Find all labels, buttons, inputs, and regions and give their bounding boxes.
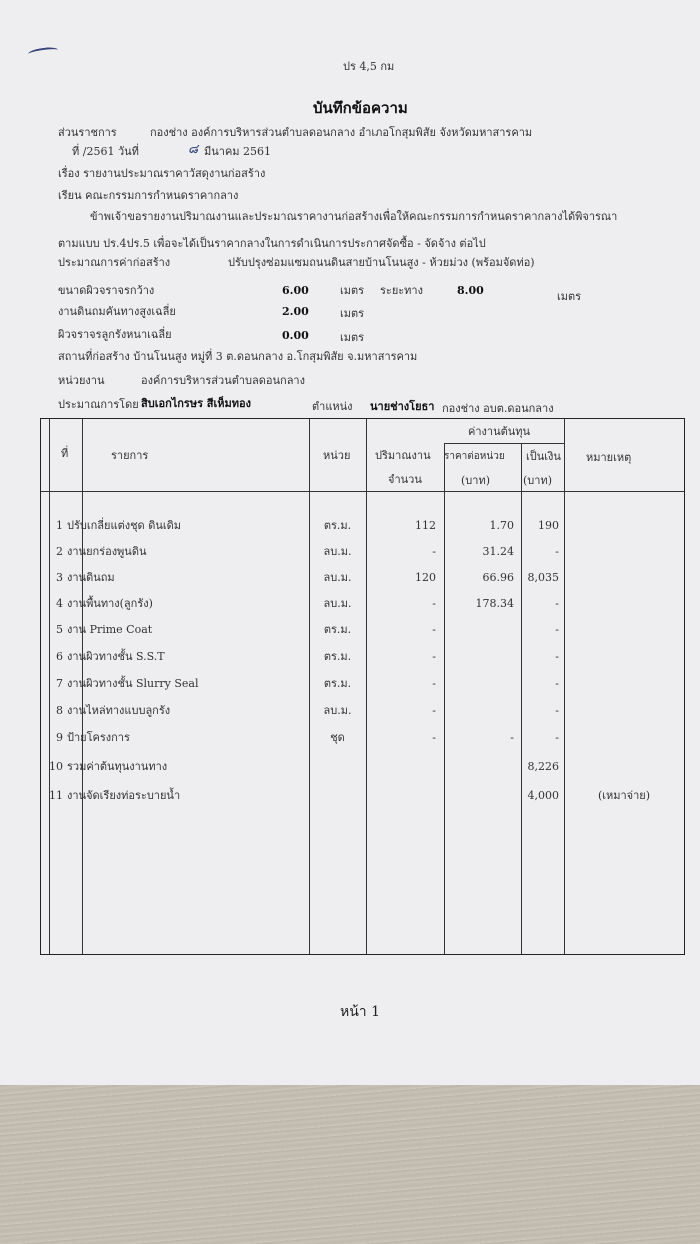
memo-title: บันทึกข้อความ	[313, 99, 408, 117]
cell-amount: -	[555, 704, 559, 717]
project-label: ประมาณการค่าก่อสร้าง	[58, 256, 171, 269]
project-value: ปรับปรุงซ่อมแซมถนนดินสายบ้านโนนสูง - ห้วยม่วง (พร้อมจัดท่อ)	[228, 256, 535, 269]
cell-qty: -	[432, 623, 436, 636]
cell-qty: -	[432, 677, 436, 690]
cell-price: 1.70	[489, 519, 514, 532]
agency-value: กองช่าง องค์การบริหารส่วนตำบลดอนกลาง อำเภอโกสุมพิสัย จังหวัดมหาสารคาม	[150, 126, 533, 139]
cell-qty: -	[432, 650, 436, 663]
header-unit-price-baht: (บาท)	[461, 474, 490, 487]
gravel-unit: เมตร	[340, 331, 365, 344]
gravel-label: ผิวจราจรลูกรังหนาเฉลี่ย	[58, 328, 172, 341]
fill-unit: เมตร	[340, 307, 365, 320]
date-rest: มีนาคม 2561	[204, 145, 272, 158]
estimator-dept: กองช่าง อบต.ดอนกลาง	[442, 402, 554, 415]
table-row	[41, 571, 686, 587]
cell-amount: 8,226	[527, 760, 559, 773]
cell-price: -	[510, 731, 514, 744]
cell-qty: -	[432, 545, 436, 558]
location: สถานที่ก่อสร้าง บ้านโนนสูง หมู่ที่ 3 ต.ดอนกลาง อ.โกสุมพิสัย จ.มหาสารคาม	[58, 350, 418, 363]
table-row	[41, 789, 686, 805]
cell-unit: ชุด	[330, 731, 345, 744]
cell-unit: ตร.ม.	[323, 623, 352, 636]
header-qty: ปริมาณงาน	[375, 449, 431, 462]
cell-item: งานพื้นทาง(ลูกรัง)	[67, 597, 153, 610]
cell-no: 1	[56, 519, 63, 532]
pen-mark	[28, 46, 59, 58]
header-unit-price: ราคาต่อหน่วย	[444, 451, 505, 462]
cell-amount: 4,000	[527, 789, 559, 802]
cell-no: 4	[56, 597, 63, 610]
distance-value: 8.00	[457, 284, 484, 297]
header-qty-count: จำนวน	[388, 473, 422, 486]
cell-no: 3	[56, 571, 63, 584]
cell-unit: ตร.ม.	[323, 650, 352, 663]
cell-unit: ลบ.ม.	[323, 545, 352, 558]
cost-table	[40, 418, 685, 955]
table-row	[41, 650, 686, 666]
unit-agency-label: หน่วยงาน	[58, 374, 105, 387]
estimator-name: สิบเอกไกรษร สีเห็มทอง	[141, 397, 252, 410]
body-line-1: ข้าพเจ้าขอรายงานปริมาณงานและประมาณราคางานก่อสร้างเพื่อให้คณะกรรมการกำหนดราคากลางได้พิจารณา	[90, 210, 618, 223]
cell-no: 8	[56, 704, 63, 717]
cell-item: ปรับเกลี่ยแต่งชุด ดินเดิม	[67, 519, 182, 532]
unit-agency-value: องค์การบริหารส่วนตำบลดอนกลาง	[141, 374, 305, 387]
cell-amount: -	[555, 677, 559, 690]
cell-item: งานไหล่ทางแบบลูกรัง	[67, 704, 171, 717]
addressee: เรียน คณะกรรมการกำหนดราคากลาง	[58, 189, 239, 202]
position-value: นายช่างโยธา	[370, 400, 435, 413]
width-label: ขนาดผิวจราจรกว้าง	[58, 284, 155, 297]
cell-qty: -	[432, 704, 436, 717]
table-row	[41, 597, 686, 613]
cell-item: งานผิวทางชั้น Slurry Seal	[67, 677, 199, 690]
cell-amount: -	[555, 545, 559, 558]
cell-item: รวมค่าต้นทุนงานทาง	[67, 760, 168, 773]
width-value: 6.00	[282, 284, 309, 297]
cell-unit: ลบ.ม.	[323, 704, 352, 717]
cell-item: งาน Prime Coat	[67, 623, 153, 636]
cell-remark: (เหมาจ่าย)	[597, 789, 651, 802]
cell-item: งานผิวทางชั้น S.S.T	[67, 650, 165, 663]
table-row	[41, 519, 686, 535]
cell-no: 5	[56, 623, 63, 636]
cell-unit: ตร.ม.	[323, 677, 352, 690]
cell-no: 7	[56, 677, 63, 690]
table-row	[41, 760, 686, 776]
estimator-label: ประมาณการโดย	[58, 398, 139, 411]
cell-amount: 8,035	[527, 571, 559, 584]
distance-unit: เมตร	[557, 290, 582, 303]
cell-item: งานดินถม	[67, 571, 115, 584]
table-row-line	[444, 443, 564, 444]
table-header-line	[41, 491, 684, 492]
cell-unit: ตร.ม.	[323, 519, 352, 532]
cell-no: 10	[49, 760, 63, 773]
ref-no: ที่ /2561 วันที่	[72, 145, 139, 158]
subject: เรื่อง รายงานประมาณราคาวัสดุงานก่อสร้าง	[58, 167, 266, 180]
cell-item: งานยกร่องพูนดิน	[67, 545, 147, 558]
cell-amount: -	[555, 597, 559, 610]
header-cost-group: ค่างานต้นทุน	[468, 425, 531, 438]
page-number: หน้า 1	[340, 1004, 381, 1020]
agency-label: ส่วนราชการ	[58, 126, 117, 139]
table-row	[41, 677, 686, 693]
cell-price: 31.24	[482, 545, 514, 558]
cell-unit: ลบ.ม.	[323, 571, 352, 584]
cell-amount: -	[555, 650, 559, 663]
header-no: ที่	[61, 447, 69, 460]
position-label: ตำแหน่ง	[312, 400, 353, 413]
cell-no: 11	[49, 789, 63, 802]
header-item: รายการ	[111, 449, 149, 462]
table-row	[41, 704, 686, 720]
cell-item: ป้ายโครงการ	[67, 731, 130, 744]
table-surface	[0, 1085, 700, 1244]
header-unit: หน่วย	[323, 449, 351, 462]
gravel-value: 0.00	[282, 329, 309, 342]
header-amount: เป็นเงิน	[526, 450, 561, 463]
cell-price: 178.34	[475, 597, 514, 610]
cell-amount: -	[555, 623, 559, 636]
table-row	[41, 731, 686, 747]
cell-no: 2	[56, 545, 63, 558]
cell-no: 9	[56, 731, 63, 744]
header-remark: หมายเหตุ	[586, 451, 632, 464]
cell-qty: -	[432, 597, 436, 610]
cell-qty: -	[432, 731, 436, 744]
date-day-handwritten: ๘	[188, 142, 199, 157]
table-row	[41, 545, 686, 561]
cell-qty: 120	[415, 571, 436, 584]
cell-amount: -	[555, 731, 559, 744]
fill-label: งานดินถมคันทางสูงเฉลี่ย	[58, 305, 176, 318]
header-amount-baht: (บาท)	[523, 474, 552, 487]
fill-value: 2.00	[282, 305, 309, 318]
cell-qty: 112	[415, 519, 436, 532]
cell-item: งานจัดเรียงท่อระบายน้ำ	[67, 789, 181, 802]
body-line-2: ตามแบบ ปร.4ปร.5 เพื่อจะได้เป็นราคากลางในการดำเนินการประกาศจัดซื้อ - จัดจ้าง ต่อไป	[58, 237, 486, 250]
distance-label: ระยะทาง	[380, 284, 423, 297]
cell-unit: ลบ.ม.	[323, 597, 352, 610]
cell-no: 6	[56, 650, 63, 663]
width-unit: เมตร	[340, 284, 365, 297]
cell-price: 66.96	[482, 571, 514, 584]
table-row	[41, 623, 686, 639]
doc-ref: ปร 4,5 กม	[343, 60, 395, 73]
cell-amount: 190	[538, 519, 559, 532]
